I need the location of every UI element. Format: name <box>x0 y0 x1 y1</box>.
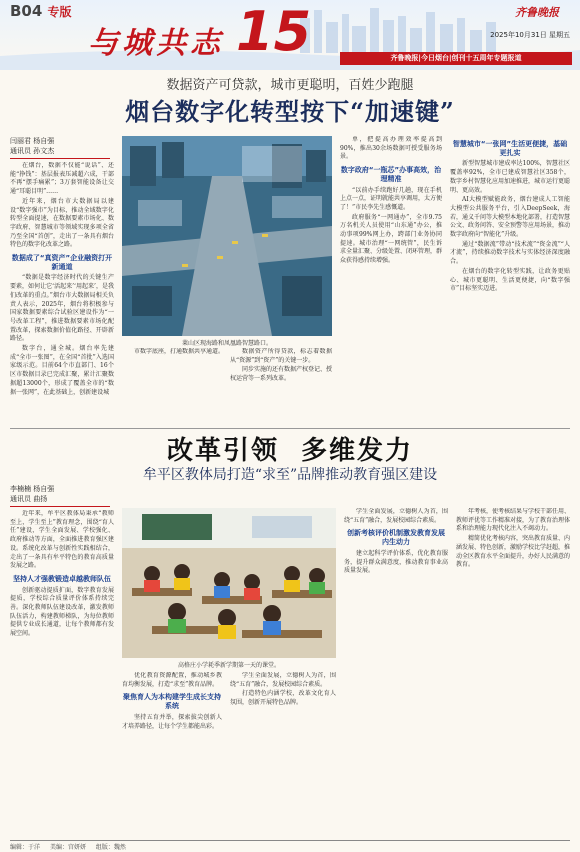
paragraph: 年考核，使考核结果与学校干部任用、教师评优等工作精准对接，为了教育治理体系和治理能力现代化注入不竭动力。 <box>456 508 570 533</box>
paragraph: 同步实施的还有数据产权登记、授权运营等一系列改革。 <box>230 366 332 383</box>
article1-headline: 烟台数字化转型按下“加速键” <box>125 97 455 126</box>
paragraph: 学生全面发展，立德树人为首，围绕“五育”融合，发展校园综合素质。 <box>230 672 336 688</box>
article2-byline-rule <box>10 506 110 507</box>
subheading: 坚持人才强教锻造卓越教师队伍 <box>13 574 111 583</box>
paragraph: 打造特色内涵学校，改革文化育人氛围，创新开展特色品牌。 <box>230 690 336 707</box>
section-divider <box>10 428 570 429</box>
article1-photo-caption: 莱山区现海路和凤凰路智慧路口。 <box>181 340 272 347</box>
paragraph: 数字台，通全城。烟台率先建成“全市一张图”，在全国“首批”入选国家级示范。目前64个市直部门、16个区市数据目录已完成汇聚，累计汇聚数据超13000个，形成了覆盖全市的“数据一张网”，在此基础上，创新建设城 <box>10 345 114 396</box>
article2-column-3 <box>230 672 336 836</box>
paragraph: 政府服务“一网通办”，全市9.75万名机关人员使用“山东通”办公，推动事项99%网上办，跨部门业务协同提速。城市治理“一网统管”，民生诉求全量汇聚、分级处置、闭环管理，群众获得感持续增强。 <box>340 213 442 265</box>
subheading: 数字政府“一瓶芯”办事高效，治理精准 <box>340 166 442 183</box>
paragraph: 建立起科学评价体系，优化教育服务，提升群众满意度，推动教育事业高质量发展。 <box>344 549 448 575</box>
subheading: 智慧城市“一张网”生活更便捷，基础更扎实 <box>452 140 568 157</box>
issue-date: 2025年10月31日 星期五 <box>490 31 570 39</box>
newspaper-logo: 齐鲁晚报 <box>515 6 559 19</box>
page-number: B04 <box>10 2 43 20</box>
article1-byline <box>10 136 110 156</box>
paragraph: “以前办手续跑好几趟，现在手机上点一点，证明就能共享调用，太方便了！”市民李先生感慨道。 <box>340 186 442 211</box>
paragraph: 在烟台，数据不仅能“说话”、还能“挣钱”：基层报表压减超六成，干部不再“摆手痛累”；3万套智能设备让交通“耳聪目明”…… <box>10 162 114 196</box>
footer-proofreader: 组版：魏然 <box>95 844 126 851</box>
paragraph: 近年来，牟平区教体局秉承“教师至上，学生至上”教育理念，围绕“育人任”建设，学生全面发展、学校强化、政府推动等方面，全面推进教育强区建设。系统化改革与创新性实践相结合，走出了一条具有牟平特色的教育高质量发展之路。 <box>10 510 114 570</box>
article2-photo-caption: 高格庄小学耗季新学期第一天的课堂。 <box>177 662 280 669</box>
paragraph: 创新驱动提质扩面，数字教育发展提质，学校综合质量评价体系持续完善。深化教师队伍建设改革，激发教师队伍活力，构建教师梯队，为每位教师提供专业成长通道，让每个教师都有发展空间。 <box>10 586 114 638</box>
paragraph: 市数字底座，打通数据共享通道。 <box>134 348 224 355</box>
paragraph: 数据资产所得贷款，标志着数据从“资源”到“资产”的关键一步。 <box>230 348 332 364</box>
article1-byline-rule <box>10 158 110 159</box>
subheading: 聚焦育人为本构建学生成长支持系统 <box>123 693 221 711</box>
paragraph: 单，把提高办理效率提高到90%，推出30余场数据可授受服务场景。 <box>340 136 442 161</box>
article2-column-2 <box>122 672 222 836</box>
paragraph: 精简优化考核内容，突出教育质量、内涵发展、特色创新，激励学校比学赶超，推动全区教育水平全面提升，办好人民满意的教育。 <box>456 535 570 569</box>
paragraph: 在烟台的数字化转型实践，让政务更贴心、城市更聪明、生活更便捷，向“数字强市”目标坚实迈进。 <box>450 267 570 293</box>
paragraph: 坚持五育并举，探索拔尖创新人才培养路径，让每个学生都能出彩。 <box>122 713 222 730</box>
article1-kicker: 数据资产可贷款，城市更聪明，百姓少跑腿 <box>166 78 414 93</box>
article2-column-5 <box>456 508 570 836</box>
paragraph: 优化教育资源配置，推动城乡教育均衡发展，打造“求至”教育品牌。 <box>122 672 222 688</box>
paragraph: AI大模型赋能政务，烟台建成人工智能大模型公共服务平台，引入DeepSeek，海若，通义千问等大模型本地化部署，打造智慧公文、政务问答、安全预警等应用场景，推动数字政府向“智能化”升级。 <box>450 196 570 239</box>
masthead <box>0 0 580 70</box>
page-type: 专版 <box>47 5 72 19</box>
article1-intern: 通讯员 孙文杰 <box>10 147 55 155</box>
subheading: 数据成了“真资产”企业融资打开新通道 <box>11 254 113 271</box>
page-code <box>10 2 72 20</box>
article2-column-1 <box>10 510 114 836</box>
paragraph: 学生全面发展，立德树人为首，围绕“五育”融合，发展校园综合素质。 <box>344 508 448 524</box>
paragraph: 通过“数据流”带动“技术流”“资金流”“人才流”，持续推动数字技术与实体经济深度融合。 <box>450 240 570 266</box>
footer-editor: 编辑：于洋 <box>10 844 41 851</box>
article2-reporter: 李楠楠 杨自强 <box>10 485 55 493</box>
article2-column-4 <box>344 508 448 836</box>
footer-rule <box>10 840 570 841</box>
section-title: 与城共志 <box>88 26 224 61</box>
paragraph: 新型智慧城市建成率达100%，智慧社区覆盖率92%，全市已建成智慧社区358个，数字乡村智慧化应用加速推进，城市运行更聪明、更高效。 <box>450 160 570 194</box>
paragraph: “数据是数字经济时代的关键生产要素，如何让它‘活起来’‘用起来’，是我们改革的重点。”烟台市大数据局相关负责人表示，2025年，烟台将积极参与国家数据要素综合试验区建设作为“一号改革工程”，推进数据要素市场化配置改革，探索数据价值化路径、开辟新路径。 <box>10 274 114 343</box>
feature-tagline: 齐鲁晚报|今日烟台|创刊十五周年专题报道 <box>340 52 572 65</box>
article2-subhead: 牟平区教体局打造“求至”品牌推动教育强区建设 <box>142 467 438 483</box>
article2-intern: 通讯员 曲扬 <box>10 495 48 503</box>
article1-reporter: 闫丽君 杨自强 <box>10 137 55 145</box>
classroom-photo <box>122 508 336 658</box>
smart-intersection-photo <box>122 136 332 336</box>
paragraph: 近年来，烟台市大数据局以建设“数字强市”为目标，推动全域数字化转型全面提速，在数据要素市场化、数字政府、智慧城市等领域实现多项全省乃至全国“首创”，走出了一条具有烟台特色的数字化改革之路。 <box>10 197 114 249</box>
footer-credits <box>10 842 126 851</box>
footer-designer: 美编：宫妍妍 <box>49 844 86 851</box>
article2-headline: 改革引领 多维发力 <box>166 436 414 466</box>
subheading: 创新考核评价机制激发教育发展内生动力 <box>347 529 445 547</box>
anniversary-mark: 15 <box>236 0 312 63</box>
article2-byline <box>10 484 110 504</box>
